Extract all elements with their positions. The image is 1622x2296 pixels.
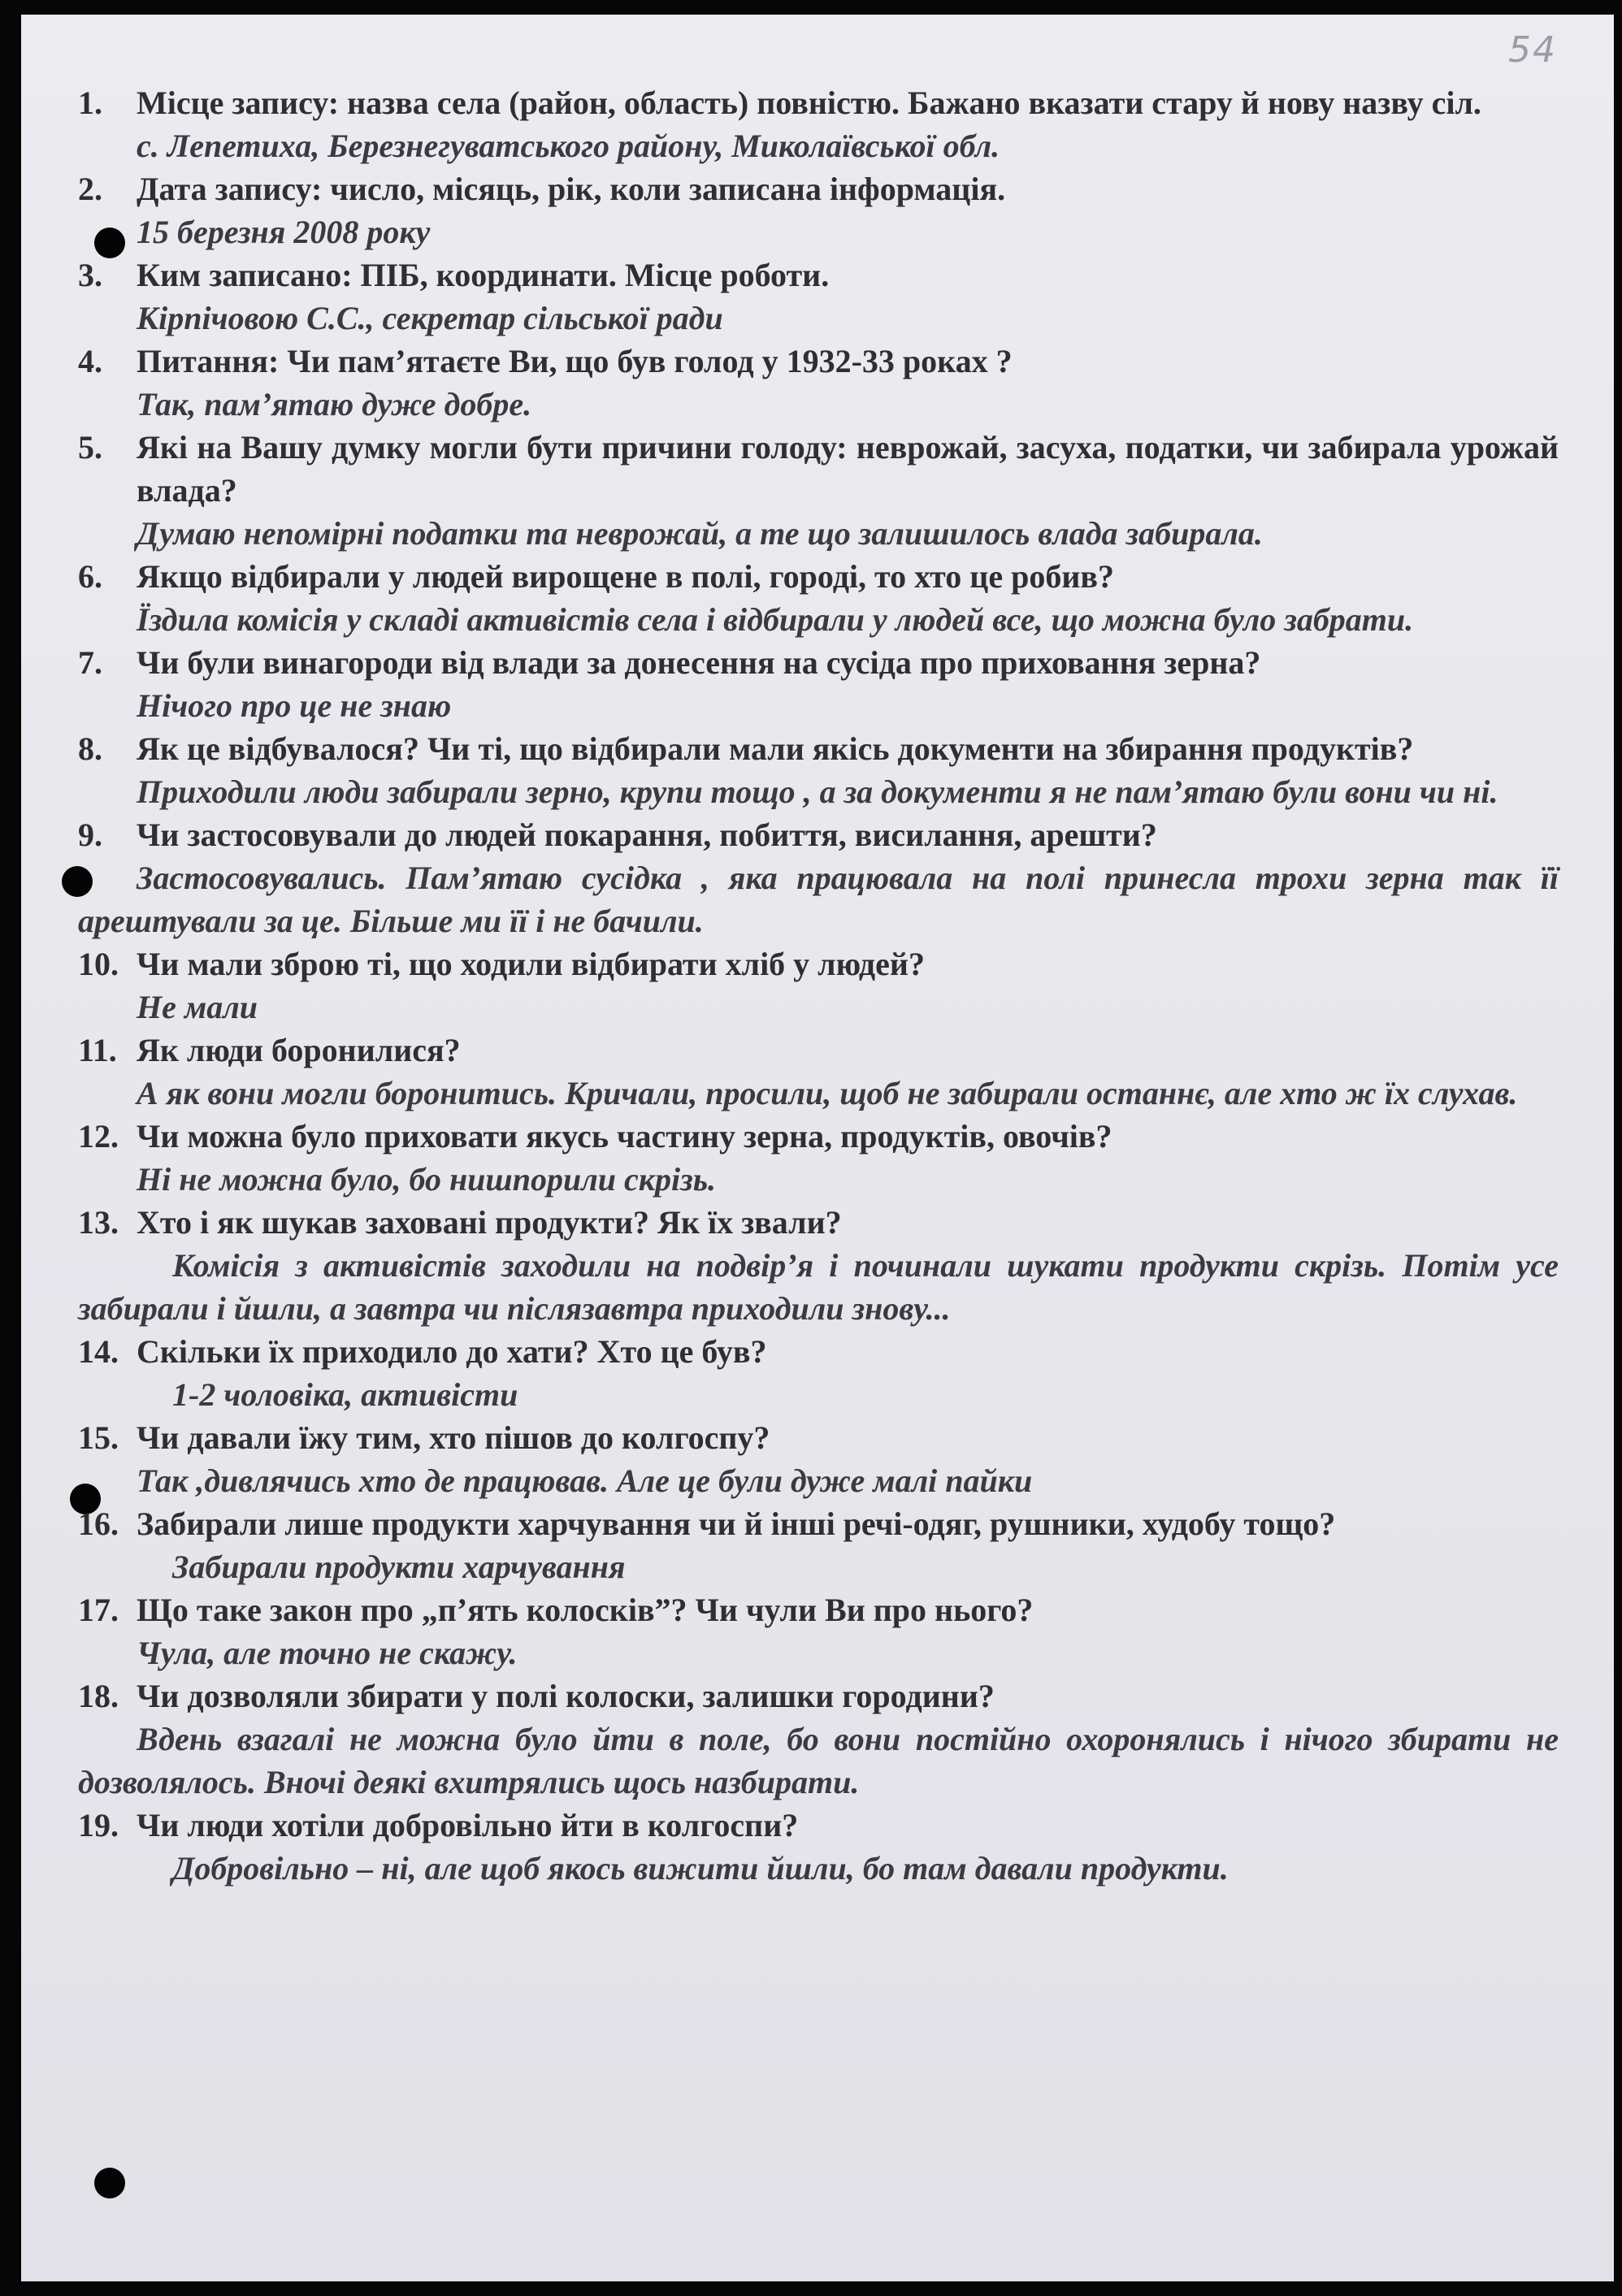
question	[78, 555, 1559, 598]
question	[78, 253, 1559, 297]
question-number: 13.	[78, 1204, 119, 1241]
question	[78, 727, 1559, 770]
answer: Їздила комісія у складі активістів села і відбирали у людей все, що можна було забрати.	[137, 601, 1414, 638]
document-page	[21, 15, 1614, 2281]
punch-hole	[94, 2168, 125, 2199]
answer: Ні не можна було, бо нишпорили скрізь.	[137, 1161, 717, 1198]
answer: Добровільно – ні, але щоб якось вижити йшли, бо там давали продукти.	[172, 1850, 1229, 1887]
question-text: Чи застосовували до людей покарання, побиття, висилання, арешти?	[137, 817, 1157, 853]
question-number: 19.	[78, 1807, 119, 1843]
question	[78, 81, 1559, 124]
question	[78, 167, 1559, 210]
question	[78, 1674, 1559, 1718]
answer: Думаю непомірні податки та неврожай, а те що залишилось влада забирала.	[137, 515, 1263, 552]
answer: Приходили люди забирали зерно, крупи тощо , а за документи я не пам’ятаю були вони чи ні.	[137, 773, 1498, 810]
question-text: Ким записано: ПІБ, координати. Місце роботи.	[137, 257, 830, 293]
answer: Так ,дивлячись хто де працював. Але це були дуже малі пайки	[137, 1462, 1033, 1499]
question-number: 12.	[78, 1118, 119, 1154]
question-text: Чи люди хотіли добровільно йти в колгоспи?	[137, 1807, 799, 1843]
question	[78, 426, 1559, 512]
answer: Не мали	[137, 989, 258, 1025]
question-number: 1.	[78, 84, 102, 121]
question-number: 5.	[78, 429, 102, 466]
question-number: 15.	[78, 1419, 119, 1456]
answer: Чула, але точно не скажу.	[137, 1635, 518, 1671]
question	[78, 1115, 1559, 1158]
question-number: 9.	[78, 817, 102, 853]
question-number: 14.	[78, 1333, 119, 1370]
question-text: Питання: Чи пам’ятаєте Ви, що був голод у 1932-33 роках ?	[137, 343, 1013, 379]
answer: 1-2 чоловіка, активісти	[172, 1376, 518, 1413]
question-text: Чи мали зброю ті, що ходили відбирати хліб у людей?	[137, 946, 925, 982]
question	[78, 1330, 1559, 1373]
question-number: 10.	[78, 946, 119, 982]
answer: Застосовувались. Пам’ятаю сусідка , яка працювала на полі принесла трохи зерна так її арештували за це. Більше ми її і не бачили.	[78, 860, 1559, 939]
question-text: Які на Вашу думку могли бути причини голоду: неврожай, засуха, податки, чи забирала урожай влада?	[137, 429, 1559, 509]
question-text: Чи дозволяли збирати у полі колоски, залишки городини?	[137, 1678, 995, 1714]
question-number: 17.	[78, 1592, 119, 1628]
question-number: 7.	[78, 644, 102, 681]
question-text: Як це відбувалося? Чи ті, що відбирали мали якісь документи на збирання продуктів?	[137, 730, 1414, 767]
answer: Комісія з активістів заходили на подвір’я і починали шукати продукти скрізь. Потім усе забирали і йшли, а завтра чи післязавтра приходили знову...	[78, 1247, 1559, 1327]
question-text: Якщо відбирали у людей вирощене в полі, городі, то хто це робив?	[137, 558, 1114, 595]
answer: 15 березня 2008 року	[137, 214, 431, 250]
question-number: 18.	[78, 1678, 119, 1714]
question	[78, 1588, 1559, 1631]
question-number: 11.	[78, 1032, 117, 1068]
answer: А як вони могли боронитись. Кричали, просили, щоб не забирали останнє, але хто ж їх слухав.	[137, 1075, 1518, 1111]
question-number: 3.	[78, 257, 102, 293]
question-text: Чи давали їжу тим, хто пішов до колгоспу?	[137, 1419, 770, 1456]
question-number: 2.	[78, 171, 102, 207]
question	[78, 1201, 1559, 1244]
question	[78, 813, 1559, 856]
answer: Так, пам’ятаю дуже добре.	[137, 386, 532, 422]
question-number: 6.	[78, 558, 102, 595]
question-number: 4.	[78, 343, 102, 379]
question	[78, 1416, 1559, 1459]
questionnaire	[78, 81, 1559, 1890]
question-text: Скільки їх приходило до хати? Хто це був?	[137, 1333, 767, 1370]
page-number: 54	[1508, 29, 1557, 71]
question-text: Як люди боронилися?	[137, 1032, 461, 1068]
question-text: Забирали лише продукти харчування чи й інші речі-одяг, рушники, худобу тощо?	[137, 1505, 1336, 1542]
question-text: Дата запису: число, місяць, рік, коли записана інформація.	[137, 171, 1006, 207]
question-text: Хто і як шукав заховані продукти? Як їх звали?	[137, 1204, 842, 1241]
answer: Вдень взагалі не можна було йти в поле, бо вони постійно охоронялись і нічого збирати не дозволялось. Вночі деякі вхитрялись щось назбирати.	[78, 1721, 1559, 1800]
question	[78, 1804, 1559, 1847]
question-number: 16.	[78, 1505, 119, 1542]
question-text: Чи можна було приховати якусь частину зерна, продуктів, овочів?	[137, 1118, 1112, 1154]
answer: Кірпічовою С.С., секретар сільської ради	[137, 300, 723, 336]
answer: Нічого про це не знаю	[137, 687, 452, 724]
question	[78, 1029, 1559, 1072]
question	[78, 1502, 1559, 1545]
question	[78, 641, 1559, 684]
question	[78, 942, 1559, 986]
answer: с. Лепетиха, Березнегуватського району, Миколаївської обл.	[137, 128, 1000, 164]
answer: Забирали продукти харчування	[172, 1549, 626, 1585]
question-number: 8.	[78, 730, 102, 767]
question-text: Чи були винагороди від влади за донесення на сусіда про приховання зерна?	[137, 644, 1261, 681]
question-text: Що таке закон про „п’ять колосків”? Чи чули Ви про нього?	[137, 1592, 1034, 1628]
question-text: Місце запису: назва села (район, область) повністю. Бажано вказати стару й нову назву сіл.	[137, 84, 1481, 121]
question	[78, 340, 1559, 383]
